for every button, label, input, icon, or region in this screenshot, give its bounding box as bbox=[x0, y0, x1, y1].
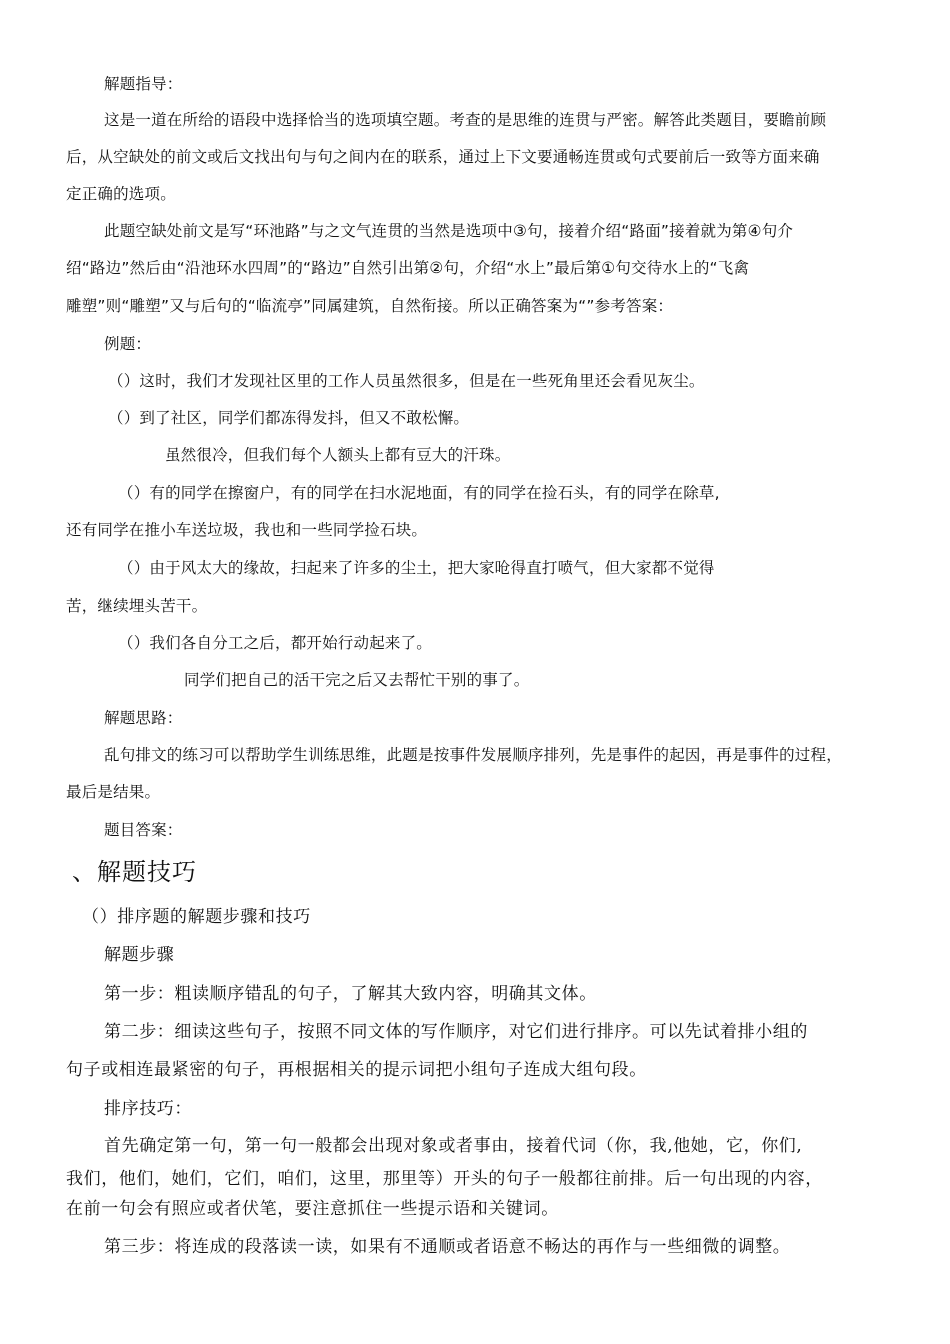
example-sentence-6: （）我们各自分工之后，都开始行动起来了。 bbox=[118, 634, 433, 652]
thinking-line-1: 乱句排文的练习可以帮助学生训练思维，此题是按事件发展顺序排列，先是事件的起因，再是事件的过程， bbox=[104, 746, 842, 764]
example-sentence-4-line-1: （）有的同学在擦窗户，有的同学在扫水泥地面，有的同学在捡石头，有的同学在除草, bbox=[118, 484, 720, 502]
guidance-paragraph-1-line-3: 定正确的选项。 bbox=[66, 185, 176, 203]
step-1: 第一步：粗读顺序错乱的句子，了解其大致内容，明确其文体。 bbox=[104, 984, 597, 1004]
example-sentence-5-line-1: （）由于风太大的缘故，扫起来了许多的尘土，把大家呛得直打喷气，但大家都不觉得 bbox=[118, 559, 715, 577]
example-sentence-3: 虽然很冷，但我们每个人额头上都有豆大的汗珠。 bbox=[165, 446, 511, 464]
section-subheading: （）排序题的解题步骤和技巧 bbox=[82, 907, 311, 927]
example-sentence-7: 同学们把自己的活干完之后又去帮忙干别的事了。 bbox=[184, 671, 530, 689]
example-sentence-2: （）到了社区，同学们都冻得发抖，但又不敢松懈。 bbox=[108, 409, 470, 427]
example-label: 例题： bbox=[104, 335, 152, 353]
thinking-line-2: 最后是结果。 bbox=[66, 783, 161, 801]
guidance-paragraph-1-line-1: 这是一道在所给的语段中选择恰当的选项填空题。考查的是思维的连贯与严密。解答此类题目，要瞻前顾 bbox=[104, 111, 827, 129]
example-sentence-5-line-2: 苦，继续埋头苦干。 bbox=[66, 597, 208, 615]
answer-label: 题目答案： bbox=[104, 821, 183, 839]
guidance-label: 解题指导： bbox=[104, 75, 183, 93]
example-sentence-1: （）这时，我们才发现社区里的工作人员虽然很多，但是在一些死角里还会看见灰尘。 bbox=[108, 372, 705, 390]
tips-line-3: 在前一句会有照应或者伏笔，要注意抓住一些提示语和关键词。 bbox=[66, 1199, 559, 1219]
guidance-paragraph-2-line-3: 雕塑”则“雕塑”又与后句的“临流亭”同属建筑，自然衔接。所以正确答案为“”参考答案： bbox=[66, 297, 674, 315]
tips-line-2: 我们，他们，她们，它们，咱们，这里，那里等）开头的句子一般都往前排。后一句出现的内容， bbox=[66, 1169, 823, 1189]
step-2-line-1: 第二步：细读这些句子，按照不同文体的写作顺序，对它们进行排序。可以先试着排小组的 bbox=[104, 1022, 808, 1042]
guidance-paragraph-2-line-2: 绍“路边”然后由“沿池环水四周”的“路边”自然引出第②句，介绍“水上”最后第①句交待水上的“飞禽 bbox=[66, 259, 750, 277]
section-heading: 、解题技巧 bbox=[72, 858, 197, 886]
step-2-line-2: 句子或相连最紧密的句子，再根据相关的提示词把小组句子连成大组句段。 bbox=[66, 1060, 647, 1080]
thinking-label: 解题思路： bbox=[104, 709, 183, 727]
tips-line-1: 首先确定第一句，第一句一般都会出现对象或者事由，接着代词（你，我,他她，它，你们, bbox=[104, 1136, 803, 1156]
example-sentence-4-line-2: 还有同学在推小车送垃圾，我也和一些同学捡石块。 bbox=[66, 521, 428, 539]
guidance-paragraph-1-line-2: 后，从空缺处的前文或后文找出句与句之间内在的联系，通过上下文要通畅连贯或句式要前后一致等方面来确 bbox=[66, 148, 820, 166]
guidance-paragraph-2-line-1: 此题空缺处前文是写“环池路”与之文气连贯的当然是选项中③句，接着介绍“路面”接着就为第④句介 bbox=[104, 222, 794, 240]
steps-label: 解题步骤 bbox=[104, 945, 175, 965]
step-3: 第三步：将连成的段落读一读，如果有不通顺或者语意不畅达的再作与一些细微的调整。 bbox=[104, 1237, 791, 1257]
tips-label: 排序技巧： bbox=[104, 1099, 192, 1119]
